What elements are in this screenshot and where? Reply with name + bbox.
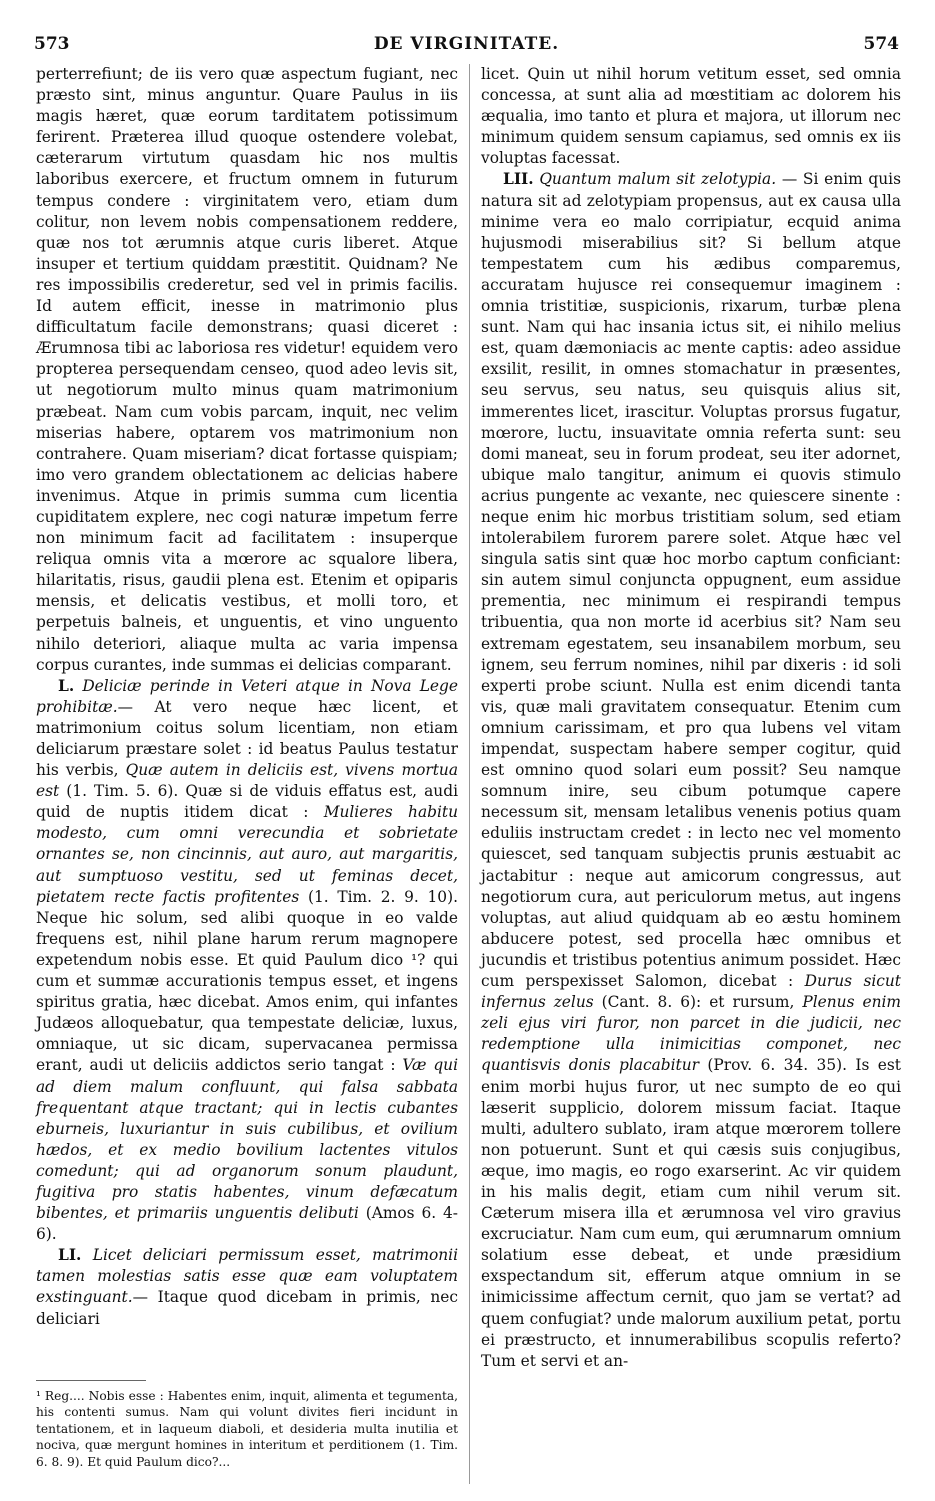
section-title: Quantum malum sit zelotypia. [539, 170, 777, 189]
footnote: ¹ Reg.... Nobis esse : Habentes enim, inquit, alimenta et tegumenta, his contenti sumus. Nam qui volunt divites fieri incidunt in tentationem, et in laqueum diaboli, et desideria multa inutilia et nociva, quæ mergunt homines in interitum et perditionem (1. Tim. 6. 8. 9). Et quid Paulum dico?... [36, 1389, 458, 1469]
page-number-left: 573 [34, 34, 70, 54]
quotation: Mulieres habitu modesto, cum omni verecundia et sobrietate ornantes se, non cincinnis, aut auro, aut margaritis, aut sumptuoso vestitu, sed ut feminas decet, pietatem recte factis profitentes [36, 803, 458, 906]
section-number: L. [58, 676, 75, 695]
section-50: L. Deliciæ perinde in Veteri atque in Nova Lege prohibitæ.— At vero neque hæc licent, et matrimonium coitus solum licentiam, non etiam deliciarum præstare solet : id beatus Paulus testatur his verbis, Quæ autem in deliciis est, vivens mortua est (1. Tim. 5. 6). Quæ si de viduis effatus est, audi quid de nuptis itidem dicat : Mulieres habitu modesto, cum omni verecundia et sobrietate ornantes se, non cincinnis, aut auro, aut margaritis, aut sumptuoso vestitu, sed ut feminas decet, pietatem recte factis profitentes (1. Tim. 2. 9. 10). Neque hic solum, sed alibi quoque in eo valde frequens est, nihil plane harum rerum magnopere expetendum nobis esse. Et quid Paulum dico ¹? qui cum et summæ accurationis tempus esset, et ingens spiritus gratia, hæc dicebat. Amos enim, qui infantes Judæos alloquebatur, qua tempestate deliciæ, luxus, omniaque, ut sic dicam, supervacanea permissa erant, audi ut deliciis addictos serio tangat : Væ qui ad diem malum confluunt, qui falsa sabbata frequentant atque tractant; qui in lectis cubantes eburneis, luxuriantur in suis cubilibus, et ovilium hædos, et ex medio bovilium lactentes vitulos comedunt; qui ad organorum sonum plaudunt, fugitiva pro statis habentes, vinum defæcatum bibentes, et primariis unguentis delibuti (Amos 6. 4-6). [36, 676, 459, 1244]
section-number: LI. [58, 1246, 82, 1265]
section-52: LII. Quantum malum sit zelotypia. — Si enim quis natura sit ad zelotypiam propensus, aut ex causa ulla minime vera eo malo corripiatur, ecquid anima hujusmodi miserabilius sit? Si bellum atque tempestatem cum his ædibus comparemus, accuratam hujusce rei consequemur imaginem : omnia tristitiæ, suspicionis, rixarum, turbæ plena sunt. Nam qui hac insania ictus sit, ei nihilo melius est, quam dæmoniacis ac mente captis: adeo assidue exsilit, resilit, in omnes stomachatur in præsentes, seu servus, seu natus, seu quisquis alius sit, immerentes licet, irascitur. Voluptas prorsus fugatur, mœrore, luctu, insuavitate omnia referta sunt: seu domi maneat, seu in forum prodeat, seu iter adornet, ubique malo tangitur, animum ei quovis stimulo acrius pungente ac vexante, nec quiescere sinente : neque enim hic morbus tristitiam solum, sed etiam intolerabilem furorem parere solet. Atque hæc vel singula satis sint quæ hoc morbo captum conficiant: sin autem simul conjuncta oppugnent, eum assidue prementia, nec minimum ei respirandi tempus tribuentia, qua non morte id acerbius sit? Nam seu extremam egestatem, seu insanabilem morbum, seu ignem, seu ferrum nomines, nihil par dixeris : id soli experti probe sciunt. Nulla est enim dicendi tanta vis, quæ mali gravitatem consequatur. Etenim cum omnium carissimam, et pro qua lubens vel vitam impendat, suspectam habere semper cogitur, quid est omnino quod solari eum possit? Seu namque somnum inire, seu cibum potumque capere necessum sit, mensam letalibus venenis potius quam eduliis instructam credet : in lecto nec vel momento quiescet, sed tanquam subjectis prunis æstuabit ac jactabitur : neque aut amicorum congressus, aut negotiorum cura, aut periculorum metus, aut ingens voluptas, aut aliud quidquam ab eo æstu hominem abducere potest, sed procella hæc omnibus et jucundis et tristibus potentius animum possidet. Hæc cum perspexisset Salomon, dicebat : Durus sicut infernus zelus (Cant. 8. 6): et rursum, Plenus enim zeli ejus viri furor, non parcet in die judicii, nec redemptione ulla inimicitias componet, nec quantisvis donis placabitur (Prov. 6. 34. 35). Is est enim morbi hujus furor, ut nec sumpto de eo qui læserit supplicio, dolorem missum faciat. Itaque multi, adultero sublato, iram atque mœrorem tollere non potuerunt. Sunt et qui cæsis suis conjugibus, æque, imo magis, eo rogo exarserint. Ac vir quidem in his malis degit, etiam cum nihil verum sit. Cæterum misera illa et ærumnosa vel viro gravius excruciatur. Nam cum eum, qui ærumnarum omnium solatium esse debeat, et unde præsidium exspectandum sit, efferum atque omnium in se inimicissime affectum cernit, quo jam se vertat? ad quem confugiat? unde malorum auxilium petat, portu ei præstructo, et innumerabilibus scopulis referto? Tum et servi et an- [481, 170, 902, 1370]
right-column [481, 64, 901, 1372]
page-number-right: 574 [863, 34, 899, 54]
quotation: Durus sicut infernus zelus [481, 972, 901, 1012]
running-title: DE VIRGINITATE. [373, 34, 560, 54]
section-title: Deliciæ perinde in Veteri atque in Nova Lege prohibitæ. [36, 676, 458, 716]
section-51: LI. Licet deliciari permissum esset, matrimonii tamen molestias satis esse quæ eam voluptatem exstinguant.— Itaque quod dicebam in primis, nec deliciari [36, 1246, 458, 1328]
section-title: Licet deliciari permissum esset, matrimonii tamen molestias satis esse quæ eam voluptatem exstinguant. [36, 1246, 458, 1307]
quotation: Quæ autem in deliciis est, vivens mortua est [36, 761, 458, 801]
paragraph: perterrefiunt; de iis vero quæ aspectum fugiant, nec præsto sint, minus anguntur. Quare Paulus in iis magis hæret, quæ eorum tarditatem potissimum ferirent. Præterea illud quoque ostendere volebat, cæterarum virtutum quasdam hic nos multis laboribus exercere, et fructum omnem in futurum tempus condere : virginitatem vero, etiam dum colitur, non levem nobis compensationem reddere, quæ nos tot ærumnis atque curis liberet. Atque insuper et tertium quiddam præstitit. Quidnam? Ne res impossibilis crederetur, sed vel in primis facilis. Id autem efficit, inesse in matrimonio plus difficultatum facile demonstrans; quasi diceret : Ærumnosa tibi ac laboriosa res videtur! equidem vero propterea persequendam censeo, quod adeo levis sit, ut negotiorum multo minus quam matrimonium præbeat. Nam cum vobis parcam, inquit, nec velim miserias habere, optarem vos matrimonium non contrahere. Quam miseriam? dicat fortasse quispiam; imo vero grandem oblectationem ac delicias habere invenimus. Atque in primis summa cum licentia cupiditatem explere, nec cogi naturæ impetum ferre non minimum facit ad facilitatem : insuperque reliqua omnis vita a mœrore ac squalore libera, hilaritatis, risus, gaudii plena est. Etenim et opiparis mensis, et delicatis vestibus, et molli toro, et perpetuis balneis, et unguentis, et vino unguento nihilo deteriori, aliaque multa ac varia impensa corpus curantes, inde summas ei delicias comparant. [36, 65, 458, 674]
quotation: Plenus enim zeli ejus viri furor, non parcet in die judicii, nec redemptione ulla inimicitias componet, nec quantisvis donis placabitur [481, 993, 902, 1075]
paragraph: licet. Quin ut nihil horum vetitum esset, sed omnia concessa, at sunt alia ad mœstitiam ac dolorem his æqualia, imo tanto et plura et majora, ut illorum nec minimum quidem sensum capiamus, sed omnis ex iis voluptas facessat. [481, 65, 901, 168]
left-column [36, 64, 458, 1330]
column-divider [469, 64, 470, 1484]
quotation: Væ qui ad diem malum confluunt, qui falsa sabbata frequentant atque tractant; qui in lectis cubantes eburneis, luxuriantur in suis cubilibus, et ovilium hædos, et ex medio bovilium lactentes vitulos comedunt; qui ad organorum sonum plaudunt, fugitiva pro statis habentes, vinum defæcatum bibentes, et primariis unguentis delibuti [36, 1056, 459, 1223]
footnote-rule [36, 1380, 146, 1381]
running-header [34, 34, 899, 60]
section-number: LII. [503, 170, 534, 189]
